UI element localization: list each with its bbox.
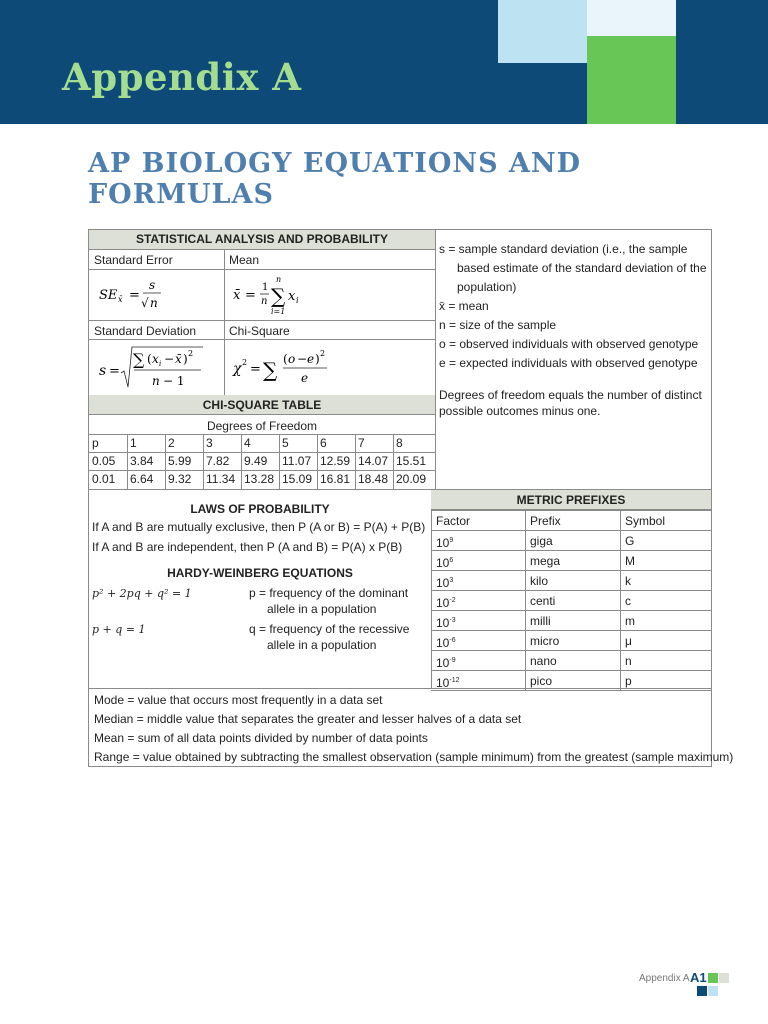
chi-table-cell: 14.07: [358, 454, 389, 468]
metric-prefix: pico: [530, 674, 553, 688]
svg-text:e: e: [307, 352, 315, 366]
metric-column-header: Symbol: [625, 514, 666, 528]
svg-text:=: =: [109, 364, 120, 379]
svg-text:1: 1: [262, 282, 269, 293]
metric-factor-base: 10: [436, 656, 450, 670]
svg-text:=: =: [245, 288, 256, 303]
decorative-square-pale: [587, 0, 676, 36]
summary-mode: Mode = value that occurs most frequently in a data set: [94, 693, 383, 707]
svg-text:√: √: [141, 296, 149, 310]
hardy-equation-1: p² + 2pq + q² = 1: [92, 587, 192, 600]
hardy-equation-2: p + q = 1: [92, 623, 146, 636]
svg-text:): ): [183, 352, 188, 366]
svg-text:=: =: [250, 362, 261, 377]
chi-table-cell: 7.82: [206, 454, 230, 468]
svg-text:i: i: [296, 296, 299, 305]
definition-e: e = expected individuals with observed genotype: [439, 356, 698, 370]
svg-text:x: x: [288, 289, 296, 304]
svg-text:=: =: [129, 288, 140, 303]
summary-median: Median = middle value that separates the greater and lesser halves of a data set: [94, 712, 522, 726]
chi-table-cell: 20.09: [396, 472, 427, 486]
svg-text:): ): [315, 352, 320, 366]
metric-prefix: milli: [530, 614, 551, 628]
svg-text:e: e: [301, 371, 309, 385]
svg-text:i=1: i=1: [271, 307, 286, 316]
svg-text:2: 2: [320, 349, 326, 358]
svg-text:− 1: − 1: [163, 374, 185, 388]
metric-factor-base: 10: [436, 676, 450, 690]
metric-column-header: Prefix: [530, 514, 561, 528]
hardy-q-def-cont: allele in a population: [267, 638, 377, 652]
chi-table-cell: 0.05: [92, 454, 116, 468]
definition-mean: x̄ = mean: [439, 299, 489, 313]
metric-factor-base: 10: [436, 616, 450, 630]
chi-table-cell: 18.48: [358, 472, 389, 486]
appendix-title: Appendix A: [62, 55, 302, 99]
metric-prefix: kilo: [530, 574, 549, 588]
svg-text:x̄: x̄: [233, 288, 241, 303]
svg-text:n: n: [261, 296, 268, 307]
standard-error-formula: [99, 278, 219, 314]
metric-factor-base: 10: [436, 576, 450, 590]
mean-label: Mean: [229, 253, 260, 267]
svg-text:2: 2: [188, 349, 194, 358]
metric-factor-exponent: 6: [449, 557, 454, 564]
summary-mean: Mean = sum of all data points divided by number of data points: [94, 731, 428, 745]
footer-square-grey: [719, 973, 729, 983]
std-dev-formula: [97, 343, 222, 393]
metric-factor: [436, 554, 453, 570]
metric-factor-exponent: -3: [449, 617, 456, 624]
chi-table-cell: 12.59: [320, 454, 351, 468]
chi-table-header-cell: 3: [206, 436, 213, 450]
std-dev-label: Standard Deviation: [94, 324, 197, 338]
svg-text:∑: ∑: [271, 284, 286, 308]
svg-text:s: s: [99, 363, 107, 379]
chi-table-cell: 13.28: [244, 472, 275, 486]
metric-prefix: micro: [530, 634, 560, 648]
chi-table-cell: 15.09: [282, 472, 313, 486]
chi-table-header-cell: 6: [320, 436, 327, 450]
footer-square-green: [708, 973, 718, 983]
metric-factor-exponent: -2: [449, 597, 456, 604]
metric-prefix: giga: [530, 534, 553, 548]
svg-text:s: s: [149, 278, 156, 292]
metric-factor: [436, 534, 453, 550]
chi-table-cell: 9.32: [168, 472, 192, 486]
metric-title: METRIC PREFIXES: [431, 489, 711, 510]
svg-text:(: (: [283, 352, 288, 366]
definition-n: n = size of the sample: [439, 318, 557, 332]
svg-text:−: −: [297, 352, 308, 366]
standard-error-label: Standard Error: [94, 253, 173, 267]
hardy-q-def: q = frequency of the recessive: [249, 622, 410, 636]
laws-exclusive: If A and B are mutually exclusive, then P (A or B) = P(A) + P(B): [92, 520, 426, 534]
footer-label: Appendix A: [639, 973, 690, 984]
metric-prefix: nano: [530, 654, 557, 668]
metric-column-header: Factor: [436, 514, 471, 528]
metric-factor: [436, 574, 453, 590]
metric-factor: [436, 674, 459, 690]
metric-factor: [436, 634, 456, 650]
chi-table-header-cell: 7: [358, 436, 365, 450]
chi-square-label: Chi-Square: [229, 324, 290, 338]
laws-title: LAWS OF PROBABILITY: [190, 502, 330, 516]
chi-table-header-cell: 1: [130, 436, 137, 450]
chi-table-header-cell: 5: [282, 436, 289, 450]
page-number: A1: [690, 970, 707, 985]
metric-prefix: mega: [530, 554, 561, 568]
metric-factor: [436, 614, 456, 630]
svg-text:−: −: [164, 352, 175, 366]
chi-table-header-cell: p: [92, 436, 99, 450]
metric-symbol: n: [625, 654, 632, 668]
chi-table-header-cell: 2: [168, 436, 175, 450]
chi-table-cell: 15.51: [396, 454, 427, 468]
chi-table-cell: 11.34: [206, 472, 236, 486]
definition-s: s = sample standard deviation (i.e., the sample based estimate of the standard deviation of the population): [439, 242, 707, 294]
metric-symbol: G: [625, 534, 635, 548]
svg-text:i: i: [159, 360, 162, 368]
footer-square-navy: [697, 986, 707, 996]
summary-range: Range = value obtained by subtracting the smallest observation (sample minimum) from the greatest (sample maximum): [94, 750, 734, 764]
degrees-note: Degrees of freedom equals the number of distinct possible outcomes minus one.: [439, 388, 702, 418]
chi-table-cell: 3.84: [130, 454, 154, 468]
chi-table-cell: 11.07: [282, 454, 312, 468]
svg-text:(: (: [147, 352, 152, 366]
metric-symbol: m: [625, 614, 635, 628]
hardy-p-def-cont: allele in a population: [267, 602, 377, 616]
chi-table-cell: 9.49: [244, 454, 268, 468]
metric-factor-exponent: -12: [449, 677, 460, 684]
svg-text:x̄: x̄: [118, 295, 123, 304]
svg-text:∑: ∑: [133, 350, 145, 369]
chi-square-formula: [231, 343, 351, 393]
svg-text:SE: SE: [99, 288, 118, 303]
decorative-square-green: [587, 36, 676, 124]
svg-text:∑: ∑: [263, 358, 278, 382]
metric-symbol: μ: [625, 634, 632, 648]
metric-prefix: centi: [530, 594, 556, 608]
page-title: AP BIOLOGY EQUATIONS AND FORMULAS: [88, 148, 582, 210]
chi-table-cell: 16.81: [320, 472, 351, 486]
hardy-title: HARDY-WEINBERG EQUATIONS: [167, 566, 353, 580]
decorative-square-light-blue: [498, 0, 587, 63]
metric-factor-base: 10: [436, 536, 450, 550]
svg-text:x: x: [152, 352, 159, 366]
metric-factor-base: 10: [436, 636, 450, 650]
metric-factor: [436, 654, 456, 670]
metric-symbol: k: [625, 574, 631, 588]
metric-factor-exponent: 3: [449, 577, 454, 584]
metric-symbol: p: [625, 674, 632, 688]
svg-text:2: 2: [242, 358, 248, 367]
chi-table-cell: 6.64: [130, 472, 154, 486]
chi-table-title: CHI-SQUARE TABLE: [89, 395, 435, 415]
chi-table-subtitle: Degrees of Freedom: [206, 419, 318, 433]
definitions-panel: [439, 240, 711, 419]
metric-symbol: M: [625, 554, 635, 568]
definition-o: o = observed individuals with observed genotype: [439, 337, 699, 351]
svg-text:n: n: [276, 275, 282, 284]
svg-text:x̄: x̄: [175, 352, 182, 366]
chi-table-cell: 5.99: [168, 454, 192, 468]
chi-table-header-cell: 8: [396, 436, 403, 450]
metric-factor-base: 10: [436, 596, 450, 610]
svg-text:n: n: [150, 296, 158, 310]
svg-text:o: o: [288, 352, 296, 366]
chi-table-cell: 0.01: [92, 472, 116, 486]
stats-header: STATISTICAL ANALYSIS AND PROBABILITY: [89, 230, 435, 250]
footer-square-light: [708, 986, 718, 996]
metric-factor-exponent: -9: [449, 657, 456, 664]
metric-symbol: c: [625, 594, 631, 608]
metric-factor-base: 10: [436, 556, 450, 570]
metric-factor: [436, 594, 456, 610]
metric-factor-exponent: -6: [449, 637, 456, 644]
mean-formula: [231, 272, 351, 318]
chi-table-header-cell: 4: [244, 436, 251, 450]
svg-text:n: n: [152, 374, 160, 388]
formulas-table: [88, 229, 734, 767]
metric-factor-exponent: 9: [449, 537, 454, 544]
svg-text:χ: χ: [233, 361, 242, 377]
hardy-p-def: p = frequency of the dominant: [249, 586, 409, 600]
laws-independent: If A and B are independent, then P (A and B) = P(A) x P(B): [92, 540, 403, 554]
